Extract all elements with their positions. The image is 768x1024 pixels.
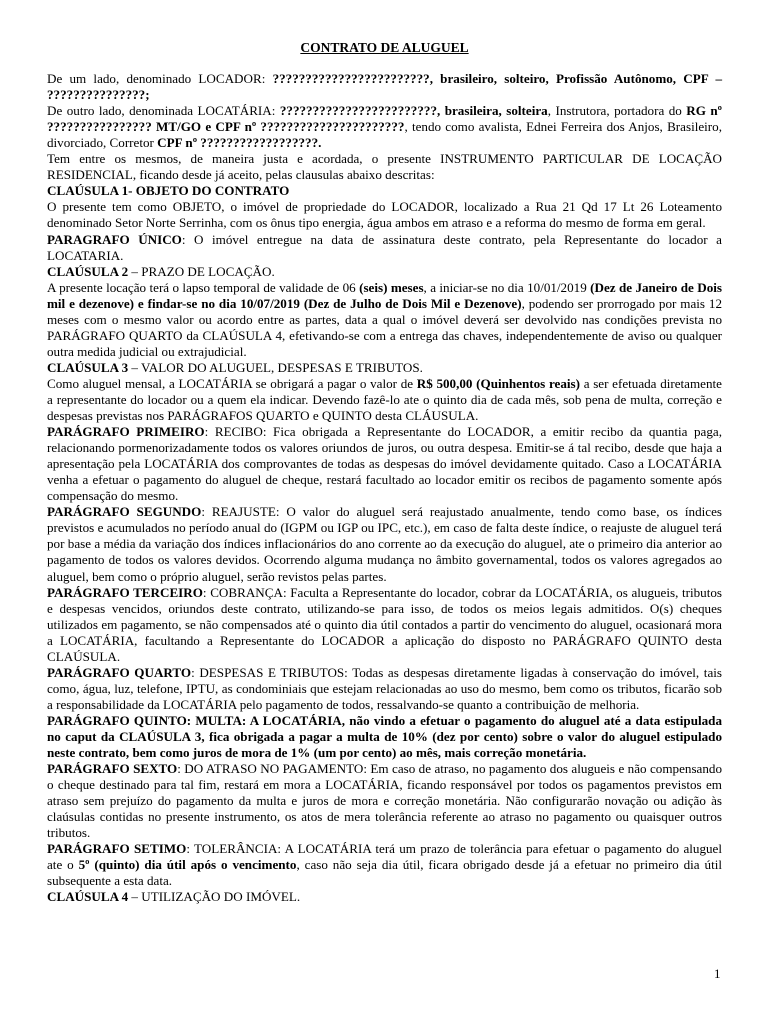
- paragraph: [47, 504, 722, 584]
- text-run: , caso não seja dia útil, ficara obrigado desde já a efetuar no primeiro dia útil subsequente a esta data.: [47, 857, 722, 889]
- bold-text-run: PARÁGRAFO PRIMEIRO: [47, 424, 205, 440]
- text-run: a ser efetuada diretamente a representante do locador ou a quem ela indicar. Devendo fazê-lo ate o quinto dia de cada mês, sob pena de multa, correção e despesas previstas nos PARÁGRAFOS QUARTO e QUINTO desta CLÁUSULA.: [47, 375, 722, 424]
- paragraph: [47, 199, 722, 231]
- text-run: Tem entre os mesmos, de maneira justa e acordada, o presente INSTRUMENTO PARTICULAR DE LOCAÇÃO RESIDENCIAL, ficando desde já aceito, pelas clausulas abaixo descritas:: [47, 151, 722, 183]
- bold-text-run: PARÁGRAFO SEGUNDO: [47, 504, 202, 520]
- bold-text-run: PARAGRAFO ÚNICO: [47, 231, 182, 247]
- paragraph: [47, 280, 722, 360]
- text-run: : TOLERÂNCIA: A LOCATÁRIA terá um prazo de tolerância para efetuar o pagamento do aluguel ate o: [47, 841, 722, 873]
- bold-text-run: PARÁGRAFO SEXTO: [47, 761, 178, 777]
- bold-text-run: PARÁGRAFO QUINTO: MULTA: A LOCATÁRIA, não vindo a efetuar o pagamento do aluguel até a data estipulada no caput da CLAÚSULA 3, fica obrigada a pagar a multa de 10% (dez por cento) sobre o valor do aluguel estipulado neste contrato, bem como juros de mora de 1% (um por cento) ao mês, mais correção monetária.: [47, 712, 722, 761]
- bold-text-run: PARÁGRAFO TERCEIRO: [47, 584, 203, 600]
- paragraph: [47, 713, 722, 761]
- paragraph: [47, 889, 722, 905]
- text-run: , Instrutora, portadora do: [547, 103, 687, 119]
- paragraph: [47, 585, 722, 665]
- bold-text-run: ????????????????????????, brasileiro, solteiro, Profissão Autônomo, CPF – ???????????????;: [47, 71, 722, 103]
- text-run: : REAJUSTE: O valor do aluguel será reajustado anualmente, tendo como base, os índices previstos e acumulados no período anual do (IGPM ou IGP ou IPC, etc.), em caso de falta deste índice, o reajuste de aluguel terá por base a média da variação dos índices inflacionários do ano corrente ao da execução do aluguel, ate o primeiro dia anterior ao pagamento de todos os valores devidos. Ocorrendo alguma mudança no âmbito governamental, todos os valores agregados ao aluguel, bem como o próprio aluguel, serão revistos pelas partes.: [47, 504, 722, 584]
- paragraph: [47, 841, 722, 889]
- text-run: : RECIBO: Fica obrigada a Representante do LOCADOR, a emitir recibo da quantia paga, relacionando pormenorizadamente todos os valores oriundos de juros, ou outra despesa. Emitir-se á tal recibo, desde que haja a apresentação pela LOCATÁRIA dos comprovantes de todas as despesas do imóvel devidamente quitado. Caso a LOCATÁRIA venha a efetuar o pagamento do aluguel de cheque, restará facultado ao locador emitir os recibos de pagamento somente após compensação do mesmo.: [47, 424, 722, 504]
- bold-text-run: PARÁGRAFO SETIMO: [47, 841, 187, 857]
- paragraph: [47, 424, 722, 504]
- paragraph: [47, 183, 722, 199]
- text-run: : COBRANÇA: Faculta a Representante do locador, cobrar da LOCATÁRIA, os alugueis, tributos e despesas vencidos, oriundos deste contrato, utilizando-se para isso, de todos os meios legais admitidos. O(s) cheques utilizados em pagamento, se não compensados até o quinto dia útil contados a partir do vencimento do aluguel, ocasionará mora a LOCATÁRIA, facultando a Representante do LOCADOR a aplicação do disposto no PARÁGRAFO QUINTO desta CLAÚSULA.: [47, 584, 722, 664]
- paragraph: [47, 103, 722, 151]
- text-run: – UTILIZAÇÃO DO IMÓVEL.: [128, 889, 301, 905]
- document-title: CONTRATO DE ALUGUEL: [300, 40, 469, 55]
- text-run: , tendo como avalista, Ednei Ferreira dos Anjos, Brasileiro, divorciado, Corretor: [47, 119, 722, 151]
- text-run: Como aluguel mensal, a LOCATÁRIA se obrigará a pagar o valor de: [47, 375, 417, 391]
- text-run: A presente locação terá o lapso temporal de validade de 06: [47, 279, 360, 295]
- text-run: De um lado, denominado LOCADOR:: [47, 71, 273, 87]
- paragraph-list: [47, 71, 722, 905]
- text-run: De outro lado, denominada LOCATÁRIA:: [47, 103, 280, 119]
- text-run: , a iniciar-se no dia 10/01/2019: [423, 279, 591, 295]
- text-run: – VALOR DO ALUGUEL, DESPESAS E TRIBUTOS.: [128, 359, 423, 375]
- text-run: , podendo ser prorrogado por mais 12 meses com o mesmo valor ou acordo entre as partes, data a qual o imóvel deverá ser devolvido nas condições prevista no PARÁGRAFO QUARTO da CLAÚSULA 4, efetivando-se com a entrega das chaves, independentemente de aviso ou qualquer outra medida judicial ou extrajudicial.: [47, 295, 722, 359]
- page-number: 1: [714, 966, 721, 981]
- bold-text-run: PARÁGRAFO QUARTO: [47, 664, 192, 680]
- text-run: – PRAZO DE LOCAÇÃO.: [128, 263, 275, 279]
- paragraph: [47, 761, 722, 841]
- bold-text-run: CLAÚSULA 4: [47, 889, 129, 905]
- bold-text-run: (Dez de Janeiro de Dois mil e dezenove) e findar-se no dia 10/07/2019 (Dez de Julho de Dois Mil e Dezenove): [47, 279, 722, 311]
- text-run: : O imóvel entregue na data de assinatura deste contrato, pela Representante do locador a LOCATARIA.: [47, 231, 722, 263]
- document-body: [47, 40, 722, 905]
- paragraph: [47, 360, 722, 376]
- paragraph: [47, 232, 722, 264]
- text-run: : DESPESAS E TRIBUTOS: Todas as despesas diretamente ligadas à conservação do imóvel, tais como, água, luz, telefone, IPTU, as condominiais que estejam relacionadas ao uso do mesmo, bem como os tributos, ficarão sob a responsabilidade da LOCATÁRIA pelo pagamento de todos, ressalvando-se quanto a contribuição de melhoria.: [47, 664, 722, 712]
- bold-text-run: (seis) meses: [359, 279, 424, 295]
- bold-text-run: R$ 500,00 (Quinhentos reais): [416, 375, 580, 391]
- bold-text-run: 5º (quinto) dia útil após o vencimento: [78, 857, 297, 873]
- paragraph: [47, 151, 722, 183]
- paragraph: [47, 665, 722, 713]
- bold-text-run: ????????????????????????, brasileira, solteira: [279, 103, 548, 119]
- text-run: O presente tem como OBJETO, o imóvel de propriedade do LOCADOR, localizado a Rua 21 Qd 17 Lt 26 Loteamento denominado Setor Norte Serrinha, com os ônus tipo energia, água ambos em atraso e a reforma do mesmo de forma em geral.: [47, 199, 722, 231]
- bold-text-run: CLAÚSULA 1- OBJETO DO CONTRATO: [47, 183, 290, 199]
- paragraph: [47, 71, 722, 103]
- bold-text-run: CLAÚSULA 3: [47, 359, 129, 375]
- bold-text-run: CPF nº ??????????????????.: [157, 135, 322, 151]
- paragraph: [47, 376, 722, 424]
- text-run: : DO ATRASO NO PAGAMENTO: Em caso de atraso, no pagamento dos alugueis e não compensando o cheque destinado para tal fim, restará em mora a LOCATÁRIA, ficando responsável por todos os pagamentos previstos em atraso sem prejuízo do pagamento da multa e juros de mora e correção monetária. Não configurarão novação ou adição às claúsulas contidas no presente instrumento, os atos de mera tolerância referente ao atraso no pagamento ou quaisquer outros tributos.: [47, 761, 722, 841]
- bold-text-run: CLAÚSULA 2: [47, 263, 129, 279]
- paragraph: [47, 264, 722, 280]
- bold-text-run: RG nº ???????????????? MT/GO e CPF nº ??????????????????????: [47, 103, 723, 135]
